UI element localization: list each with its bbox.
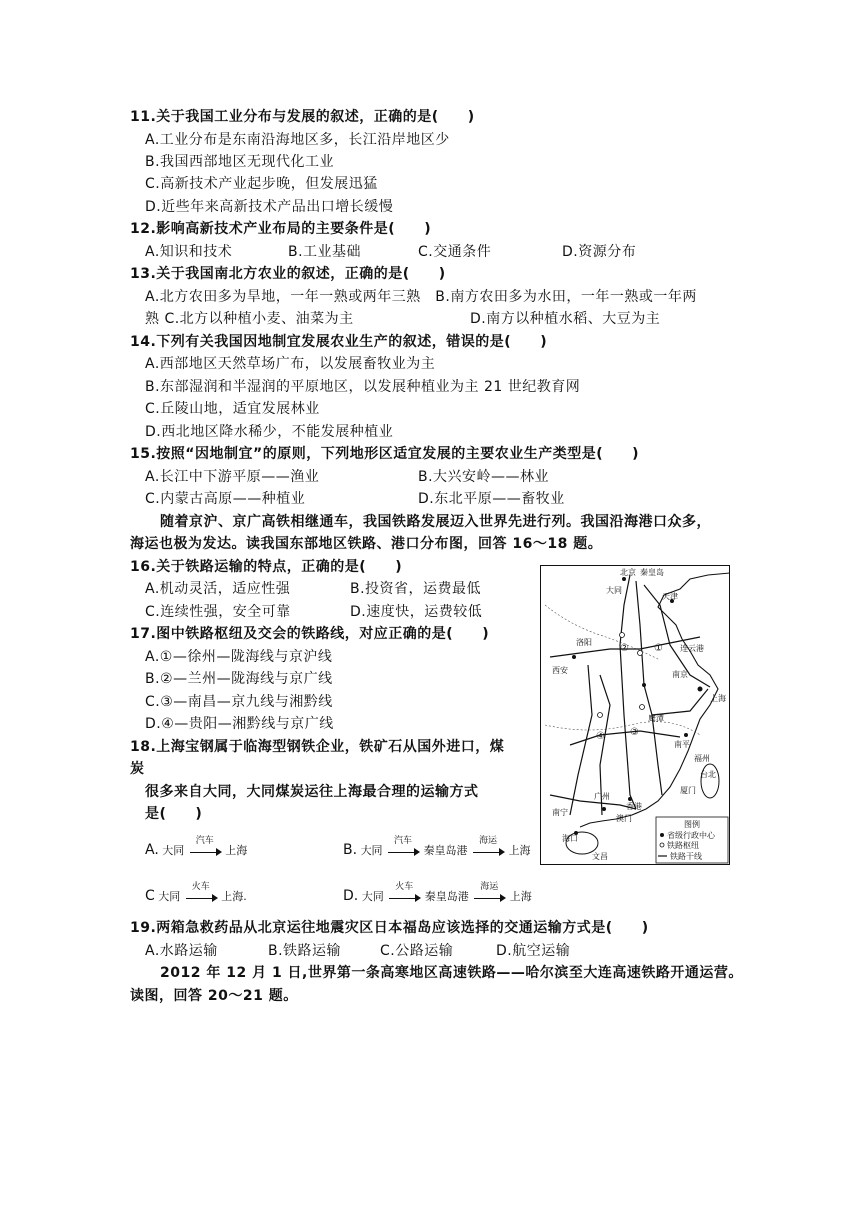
q11-option-a: A.工业分布是东南沿海地区多，长江沿岸地区少: [145, 132, 450, 148]
q18-option-b: [343, 836, 531, 858]
city-nanping: 南平: [674, 740, 690, 749]
flow-destination: 上海: [508, 844, 531, 857]
city-shanghai: 上海: [710, 694, 726, 703]
option-letter: A.: [145, 842, 159, 858]
transport-mode: 火车: [395, 882, 414, 892]
passage-intro-line-1: 随着京沪、京广高铁相继通车，我国铁路发展迈入世界先进行列。我国沿海港口众多，: [160, 514, 711, 530]
passage-intro-line-3: 2012 年 12 月 1 日,世界第一条高寒地区高速铁路——哈尔滨至大连高速铁路开通运营。: [160, 965, 743, 981]
transport-mode: 海运: [480, 882, 499, 892]
q17-option-c: C.③—南昌—京九线与湘黔线: [145, 694, 333, 710]
option-letter: C: [145, 888, 155, 904]
question-11: 11.关于我国工业分布与发展的叙述，正确的是( ): [130, 109, 475, 125]
q18-option-a: [145, 836, 248, 858]
q14-option-a: A.西部地区天然草场广布，以发展畜牧业为主: [145, 356, 436, 372]
node-2: ②: [620, 643, 629, 654]
arrow-icon: [184, 882, 218, 904]
flow-origin: 大同: [162, 844, 185, 857]
q16-option-d: D.速度快，运费较低: [350, 604, 483, 620]
city-lianyungang: 连云港: [680, 644, 704, 653]
q14-option-b: B.东部湿润和半湿润的平原地区，以发展种植业为主 21 世纪教育网: [145, 379, 581, 395]
option-letter: D.: [343, 888, 359, 904]
q13-option-d: D.南方以种植水稻、大豆为主: [470, 311, 661, 327]
question-18-line-1: 18.上海宝钢属于临海型钢铁企业，铁矿石从国外进口，煤: [130, 739, 505, 755]
q11-option-c: C.高新技术产业起步晚，但发展迅猛: [145, 176, 378, 192]
transport-mode: 火车: [191, 882, 210, 892]
arrow-icon: [387, 882, 421, 904]
question-18-line-2: 炭: [130, 761, 145, 777]
flow-transfer: 秦皇岛港: [423, 844, 468, 857]
q19-option-b: B.铁路运输: [268, 943, 342, 959]
q15-option-c: C.内蒙古高原——种植业: [145, 491, 306, 507]
city-datong: 大同: [606, 586, 622, 595]
arrow-icon: [188, 836, 222, 858]
question-17: 17.图中铁路枢纽及交会的铁路线，对应正确的是( ): [130, 626, 490, 642]
city-wenchang: 文昌: [592, 852, 608, 861]
node-4: ④: [596, 731, 605, 742]
arrow-icon: [471, 836, 505, 858]
arrow-icon: [472, 882, 506, 904]
flow-destination: 上海: [225, 844, 248, 857]
city-taibei: 台北: [700, 770, 716, 779]
q17-option-a: A.①—徐州—陇海线与京沪线: [145, 649, 333, 665]
flow-origin: 大同: [361, 890, 384, 903]
q16-option-c: C.连续性强，安全可靠: [145, 604, 291, 620]
transport-mode: 海运: [479, 836, 498, 846]
q14-option-d: D.西北地区降水稀少，不能发展种植业: [145, 424, 394, 440]
city-haikou: 海口: [562, 834, 578, 843]
q19-option-a: A.水路运输: [145, 943, 218, 959]
question-15: 15.按照“因地制宜”的原则，下列地形区适宜发展的主要农业生产类型是( ): [130, 446, 639, 462]
q17-option-d: D.④—贵阳—湘黔线与京广线: [145, 716, 334, 732]
city-luoyang: 洛阳: [576, 638, 592, 647]
q13-option-ab: A.北方农田多为旱地，一年一熟或两年三熟 B.南方农田多为水田，一年一熟或一年两: [145, 289, 697, 305]
city-xiamen: 厦门: [680, 786, 696, 795]
question-18-line-3: 很多来自大同，大同煤炭运往上海最合理的运输方式: [145, 784, 479, 800]
city-fuzhou: 福州: [694, 754, 710, 763]
city-yingtan: 鹰潭: [648, 714, 664, 723]
passage-intro-line-4: 读图，回答 20～21 题。: [130, 988, 298, 1004]
q16-option-b: B.投资省，运费最低: [350, 581, 482, 597]
flow-transfer: 秦皇岛港: [424, 890, 469, 903]
city-guangzhou: 广州: [594, 792, 610, 801]
legend-hub: 铁路枢纽: [667, 841, 699, 850]
legend-capital: 省级行政中心: [667, 831, 715, 840]
flow-origin: 大同: [158, 890, 181, 903]
node-1: ①: [654, 643, 663, 654]
q12-option-d: D.资源分布: [562, 244, 637, 260]
q17-option-b: B.②—兰州—陇海线与京广线: [145, 671, 333, 687]
transport-mode: 汽车: [394, 836, 413, 846]
node-3: ③: [630, 727, 639, 738]
q16-option-a: A.机动灵活，适应性强: [145, 581, 291, 597]
q12-option-a: A.知识和技术: [145, 244, 233, 260]
arrow-icon: [386, 836, 420, 858]
city-macau: 澳门: [616, 814, 632, 823]
question-18-line-4: 是( ): [145, 806, 203, 822]
option-letter: B.: [343, 842, 358, 858]
q15-option-b: B.大兴安岭——林业: [418, 469, 550, 485]
city-nanjing: 南京: [672, 670, 688, 679]
question-19: 19.两箱急救药品从北京运往地震灾区日本福岛应该选择的交通运输方式是( ): [130, 920, 649, 936]
q12-option-b: B.工业基础: [288, 244, 362, 260]
q11-option-d: D.近些年来高新技术产品出口增长缓慢: [145, 199, 394, 215]
question-16: 16.关于铁路运输的特点，正确的是( ): [130, 559, 403, 575]
q12-option-c: C.交通条件: [418, 244, 492, 260]
passage-intro-line-2: 海运也极为发达。读我国东部地区铁路、港口分布图，回答 16～18 题。: [130, 536, 603, 552]
transport-mode: 汽车: [195, 836, 214, 846]
city-beijing: 北京: [620, 568, 636, 577]
q14-option-c: C.丘陵山地，适宜发展林业: [145, 401, 320, 417]
q19-option-c: C.公路运输: [380, 943, 454, 959]
city-qinhuangdao: 秦皇岛: [640, 568, 664, 577]
city-xian: 西安: [552, 666, 568, 675]
city-hongkong: 香港: [626, 802, 642, 811]
question-12: 12.影响高新技术产业布局的主要条件是( ): [130, 221, 432, 237]
q18-option-d: [343, 882, 532, 904]
q13-option-c: 熟 C.北方以种植小麦、油菜为主: [145, 311, 354, 327]
q15-option-a: A.长江中下游平原——渔业: [145, 469, 320, 485]
railway-port-map: [540, 565, 730, 865]
flow-origin: 大同: [360, 844, 383, 857]
question-14: 14.下列有关我国因地制宜发展农业生产的叙述，错误的是( ): [130, 334, 548, 350]
map-legend: [656, 817, 728, 863]
city-tianjin: 天津: [662, 592, 678, 601]
city-nanning: 南宁: [552, 808, 568, 817]
q15-option-d: D.东北平原——畜牧业: [418, 491, 565, 507]
flow-destination: 上海: [221, 890, 244, 903]
flow-tail: .: [243, 890, 247, 903]
question-13: 13.关于我国南北方农业的叙述，正确的是( ): [130, 266, 446, 282]
q18-option-c: [145, 882, 247, 904]
legend-trunk: 铁路干线: [670, 852, 702, 861]
flow-destination: 上海: [509, 890, 532, 903]
legend-title: 图例: [684, 820, 700, 829]
q19-option-d: D.航空运输: [496, 943, 571, 959]
q11-option-b: B.我国西部地区无现代化工业: [145, 154, 335, 170]
